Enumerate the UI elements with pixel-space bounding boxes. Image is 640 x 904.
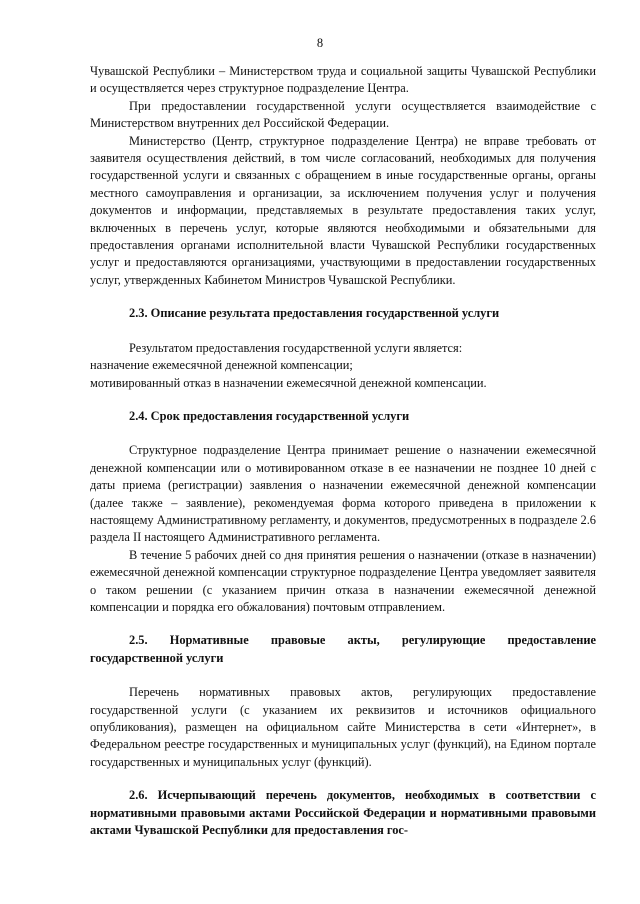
page-number: 8	[316, 36, 324, 50]
section-2-4-heading: 2.4. Срок предоставления государственной услуги	[129, 408, 410, 423]
section-2-4-paragraph-1: Структурное подразделение Центра принимает решение о назначении ежемесячной денежной компенсации или о мотивированном отказе в ее назначении не позднее 10 дней с даты приема (регистрации) заявления о назначении ежемесячной денежной компенсации (далее также – заявление), рекомендуемая форма которого приведена в приложении к настоящему Административному регламенту, и документов, предусмотренных в подразделе 2.6 раздела II настоящего Административного регламента.	[90, 443, 596, 545]
result-item-assignment: назначение ежемесячной денежной компенсации;	[90, 358, 353, 373]
section-2-5-paragraph: Перечень нормативных правовых актов, регулирующих предоставление государственной услуги (с указанием их реквизитов и источников официального опубликования), размещен на официальном сайте Министерства в сети «Интернет», в Федеральном реестре государственных и муниципальных услуг (функций), на Едином портале государственных и муниципальных услуг (функций).	[90, 685, 596, 769]
section-2-3-heading: 2.3. Описание результата предоставления государственной услуги	[129, 306, 500, 321]
intro-continuation: Чувашской Республики – Министерством труда и социальной защиты Чувашской Республики и осуществляется через структурное подразделение Центра.	[90, 64, 596, 96]
paragraph-mvd-interaction: При предоставлении государственной услуги осуществляется взаимодействие с Министерством внутренних дел Российской Федерации.	[90, 98, 596, 131]
paragraph-ministry-restrictions: Министерство (Центр, структурное подразделение Центра) не вправе требовать от заявителя осуществления действий, в том числе согласований, необходимых для получения государственной услуги и связанных с обращением в иные государственные органы, органы местного самоуправления и организации, за исключением получения услуг и получения документов и информации, представляемых в результате предоставления таких услуг, включенных в перечень услуг, которые являются необходимыми и обязательными для предоставления органами исполнительной власти Чувашской Республики государственных услуг и предоставляются организациями, участвующими в предоставлении государственных услуг, утвержденных Кабинетом Министров Чувашской Республики.	[90, 133, 596, 287]
section-2-4-paragraph-2: В течение 5 рабочих дней со дня принятия решения о назначении (отказе в назначении) ежемесячной денежной компенсации структурное подразделение Центра уведомляет заявителя о таком решении (с указанием причин отказа в назначении ежемесячной денежной компенсации и порядка его обжалования) почтовым отправлением.	[90, 547, 596, 614]
result-intro-line: Результатом предоставления государственной услуги является:	[129, 340, 463, 355]
result-item-refusal: мотивированный отказ в назначении ежемесячной денежной компенсации.	[90, 375, 487, 390]
section-2-6-heading: 2.6. Исчерпывающий перечень документов, необходимых в соответствии с нормативными правовыми актами Российской Федерации и нормативными правовыми актами Чувашской Республики для предоставления гос-	[90, 788, 596, 838]
page-body	[90, 63, 596, 839]
section-2-5-heading: 2.5. Нормативные правовые акты, регулирующие предоставление государственной услуги	[90, 633, 596, 665]
